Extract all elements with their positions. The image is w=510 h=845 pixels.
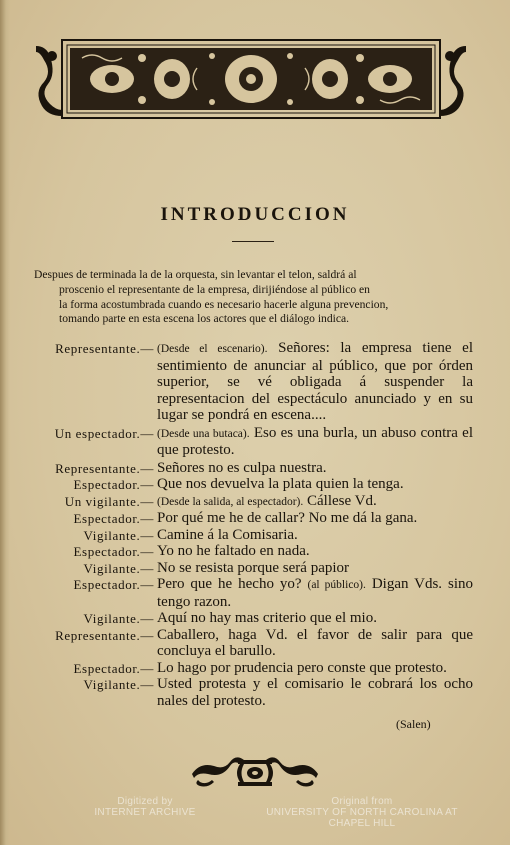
dialogue-line [0,476,510,493]
speech: Aquí no hay mas criterio que el mio. [157,610,377,626]
introduction-paragraph [34,268,474,327]
dialogue-line [0,560,510,577]
speech: Camine á la Comisaria. [157,526,298,543]
speaker: Espectador.— [73,477,154,492]
dialogue [0,338,510,709]
speaker: Espectador.— [73,511,154,526]
speaker: Vigilante.— [83,560,154,576]
speech: (Desde una butaca). Eso es una burla, un abuso contra el que protesto. [157,424,473,458]
speech: Usted protesta y el comisario le cobrará los ocho nales del protesto. [157,676,473,709]
speaker: Vigilante.— [83,527,154,543]
stage-direction-exit: (Salen) [396,717,431,731]
dialogue-line [0,610,510,627]
speech: Pero que he hecho yo? (al público). Digan Vds. sino tengo razon. [157,576,473,610]
dialogue-line [0,460,510,477]
speaker: Vigilante.— [83,611,154,626]
dialogue-line [0,543,510,560]
speech: Por qué me he de callar? No me dá la gana. [157,510,418,526]
ornamental-headpiece [32,38,470,120]
intro-line: la forma acostumbrada cuando es necesario hacerle alguna prevencion, [59,297,389,311]
watermark-unc: Original from UNIVERSITY OF NORTH CAROLINA AT CHAPEL HILL [266,796,458,829]
dialogue-line [0,627,510,660]
intro-line: Despues de terminada la de la orquesta, sin levantar el telon, saldrá al [34,268,357,281]
dialogue-line [0,340,510,424]
title-rule [232,241,274,242]
speaker: Un espectador.— [54,425,154,441]
speech: Lo hago por prudencia pero conste que protesto. [157,659,447,676]
speech: (Desde el escenario). Señores: la empresa tiene el sentimiento de anunciar al público, que por órden superior, se vé obligada á suspender la representacion del espectáculo anunciado y en su lugar se pondrá en escena.... [157,340,474,423]
page-title: INTRODUCCION [160,204,350,225]
speaker: Representante.— [55,627,154,643]
speech: No se resista porque será papior [157,559,350,576]
speaker: Espectador.— [73,660,154,676]
speaker: Espectador.— [73,577,154,592]
intro-line: tomando parte en esta escena los actores que el diálogo indica. [59,312,350,326]
speaker: Representante.— [55,460,154,476]
intro-line: proscenio el representante de la empresa, dirijiéndose al público en [59,282,370,296]
dialogue-line [0,576,510,610]
speech: (Desde la salida, al espectador). Cállese Vd. [157,492,377,509]
speaker: Representante.— [55,341,154,356]
dialogue-line [0,425,510,459]
speaker: Espectador.— [73,544,154,559]
watermark-internet-archive: Digitized by INTERNET ARCHIVE [94,796,196,818]
dialogue-line [0,676,510,709]
dialogue-line [0,660,510,677]
speaker: Un vigilante.— [64,493,154,509]
speaker: Vigilante.— [83,677,154,692]
speech: Yo no he faltado en nada. [157,543,310,559]
speech: Que nos devuelva la plata quien la tenga. [157,476,404,492]
dialogue-line [0,527,510,544]
dialogue-line [0,510,510,527]
ornamental-tailpiece [188,754,322,792]
speech: Caballero, haga Vd. el favor de salir para que concluya el barullo. [157,626,473,659]
dialogue-line [0,493,510,511]
speech: Señores no es culpa nuestra. [157,459,327,476]
